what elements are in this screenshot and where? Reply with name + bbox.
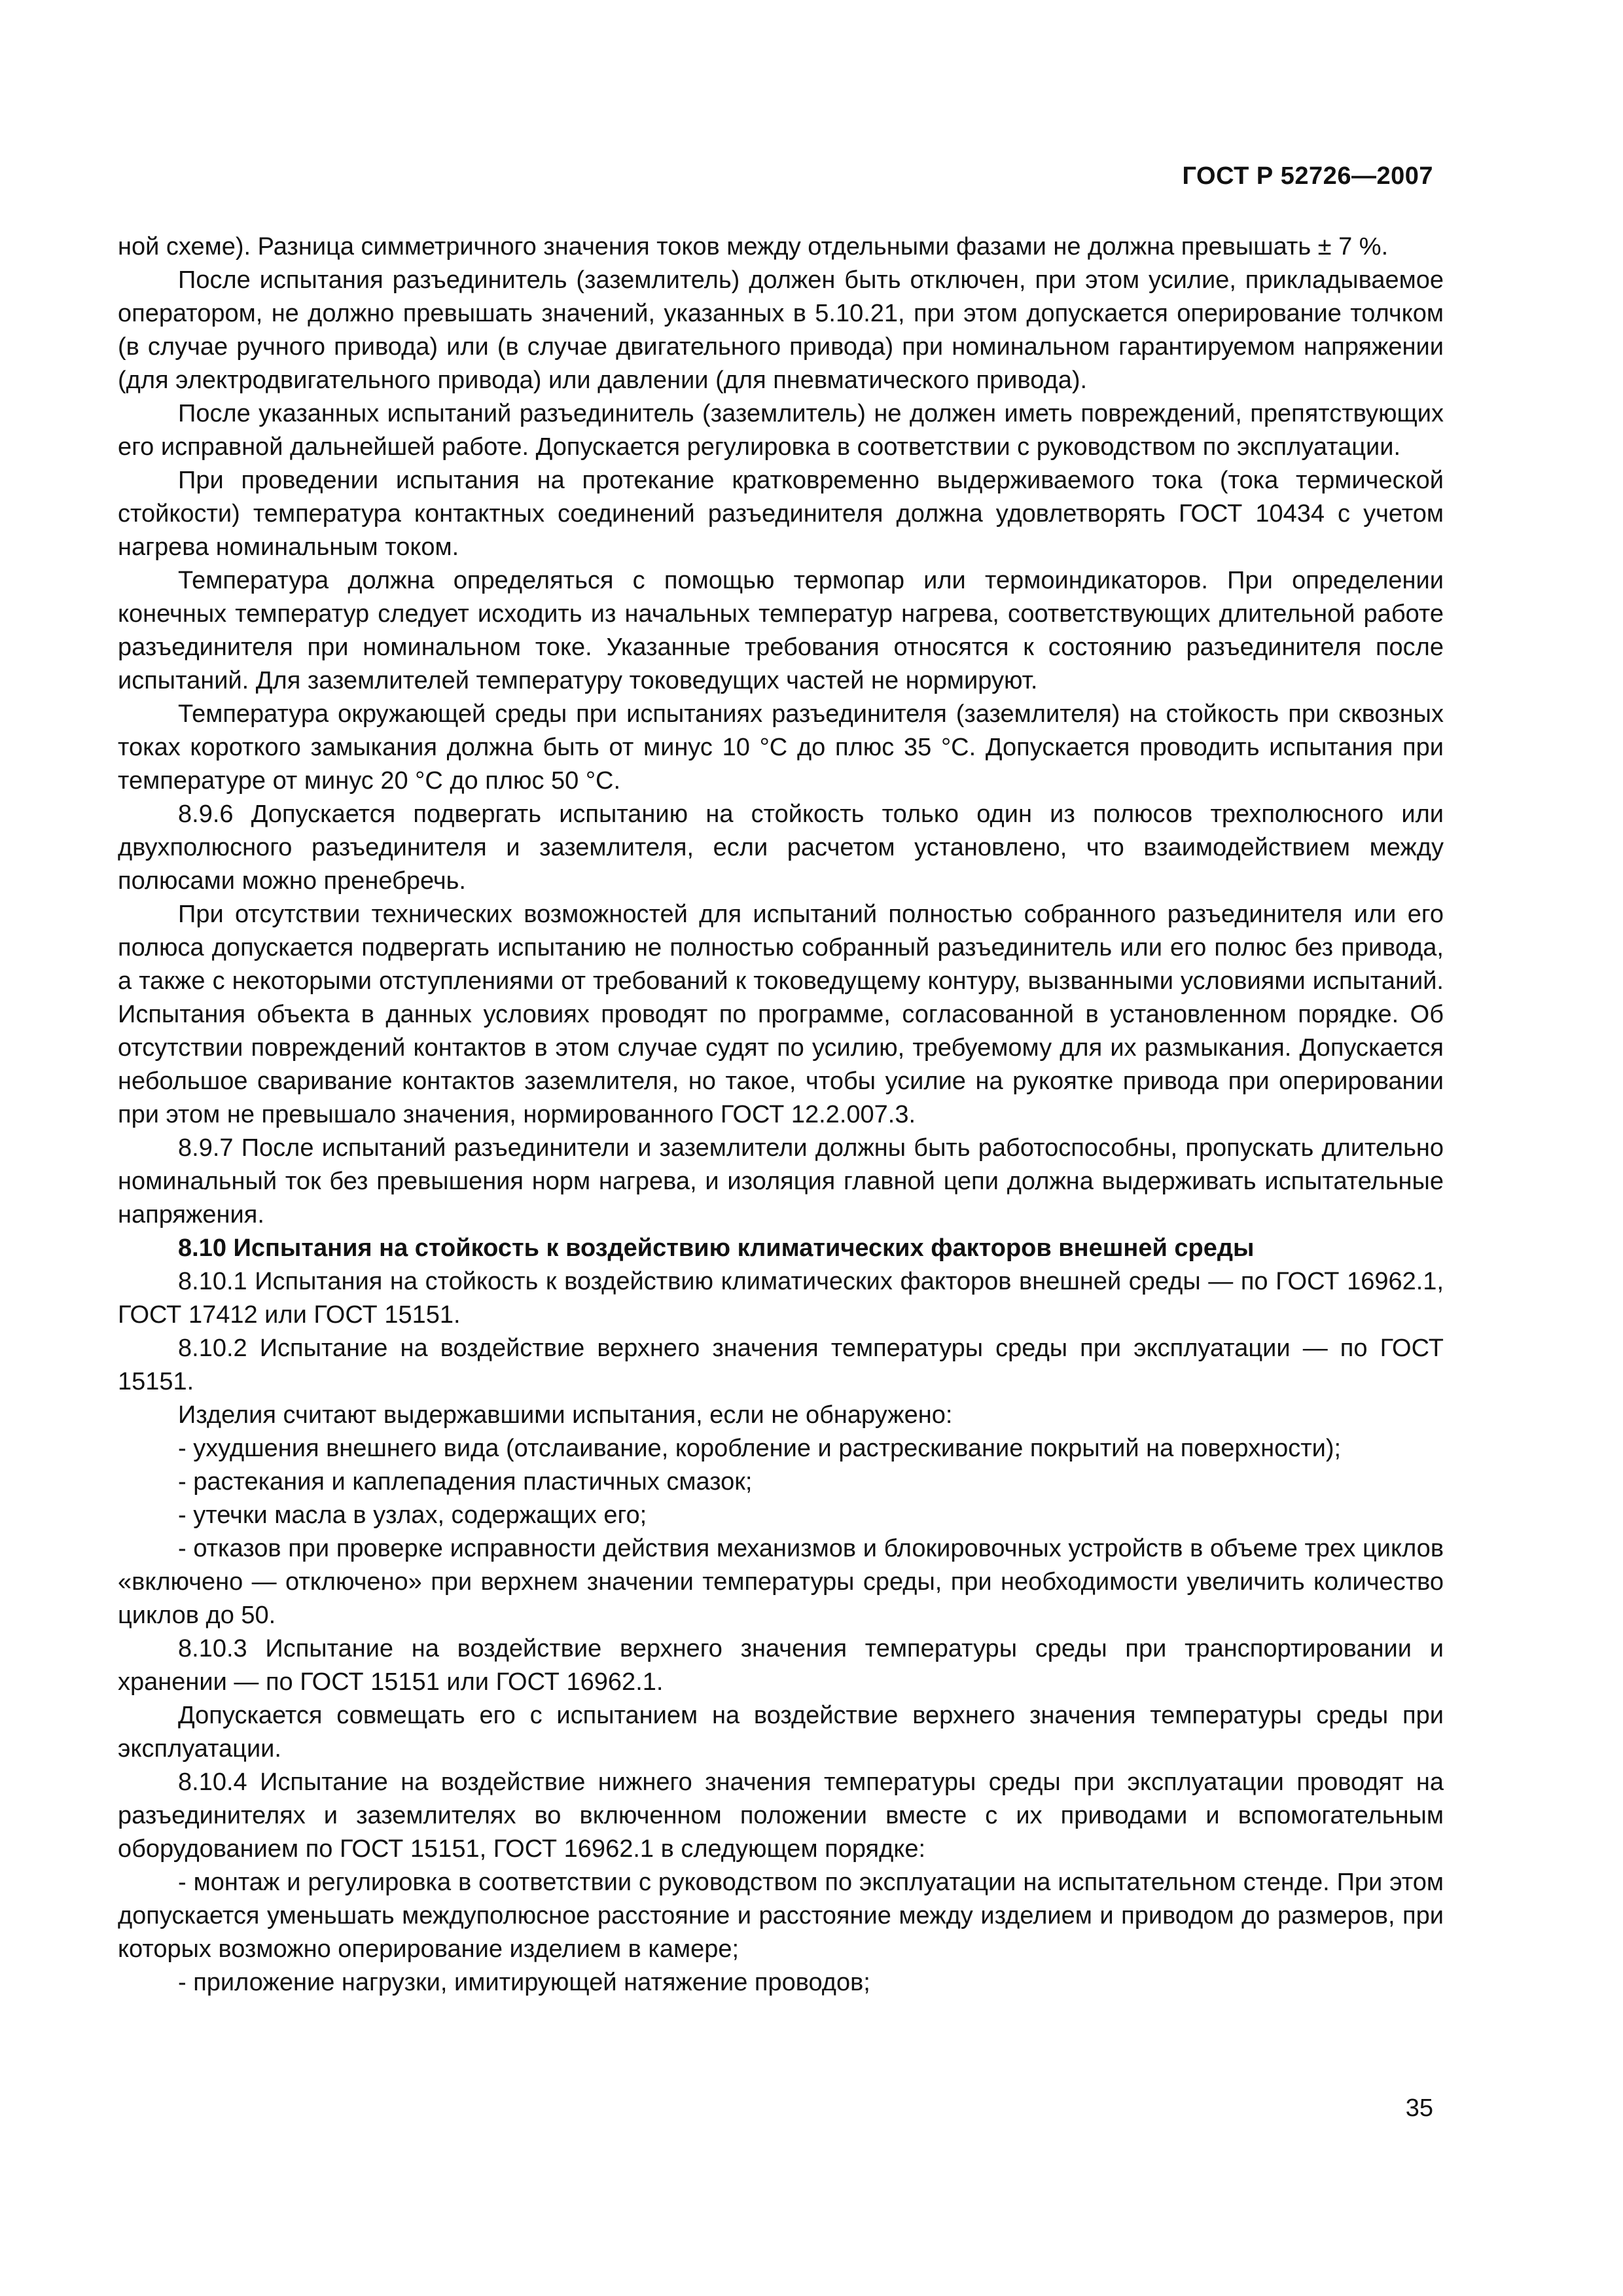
paragraph-continuation: ной схеме). Разница симметричного значения токов между отдельными фазами не должна превышать ± 7 %.	[118, 233, 1389, 260]
document-id-header: ГОСТ Р 52726—2007	[1182, 162, 1433, 190]
paragraph: Изделия считают выдержавшими испытания, если не обнаружено:	[178, 1401, 953, 1429]
clause-8-9-6: 8.9.6 Допускается подвергать испытанию на стойкость только один из полюсов трехполюсного или двухполюсного разъединителя и заземлителя, если расчетом установлено, что взаимодействием между полюсами можно пренебречь.	[118, 800, 1444, 895]
body-text	[118, 230, 1444, 2000]
paragraph: После указанных испытаний разъединитель (заземлитель) не должен иметь повреждений, препятствующих его исправной дальнейшей работе. Допускается регулировка в соответствии с руководством по эксплуатации.	[118, 400, 1444, 461]
clause-8-10-4: 8.10.4 Испытание на воздействие нижнего значения температуры среды при эксплуатации проводят на разъединителях и заземлителях во включенном положении вместе с их приводами и вспомогательным оборудованием по ГОСТ 15151, ГОСТ 16962.1 в следующем порядке:	[118, 1768, 1444, 1863]
list-item: - отказов при проверке исправности действия механизмов и блокировочных устройств в объеме трех циклов «включено — отключено» при верхнем значении температуры среды, при необходимости увеличить количество циклов до 50.	[118, 1535, 1444, 1629]
paragraph: Температура окружающей среды при испытаниях разъединителя (заземлителя) на стойкость при сквозных токах короткого замыкания должна быть от минус 10 °С до плюс 35 °С. Допускается проводить испытания при температуре от минус 20 °С до плюс 50 °С.	[118, 700, 1444, 795]
paragraph: После испытания разъединитель (заземлитель) должен быть отключен, при этом усилие, прикладываемое оператором, не должно превышать значений, указанных в 5.10.21, при этом допускается оперирование толчком (в случае ручного привода) или (в случае двигательного привода) при номинальном гарантируемом напряжении (для электродвигательного привода) или давлении (для пневматического привода).	[118, 266, 1444, 394]
list-item: - растекания и каплепадения пластичных смазок;	[178, 1468, 753, 1496]
section-heading-8-10: 8.10 Испытания на стойкость к воздействию климатических факторов внешней среды	[178, 1234, 1255, 1262]
clause-8-10-2: 8.10.2 Испытание на воздействие верхнего значения температуры среды при эксплуатации — по ГОСТ 15151.	[118, 1335, 1444, 1395]
page-number: 35	[1405, 2094, 1433, 2122]
list-item: - монтаж и регулировка в соответствии с руководством по эксплуатации на испытательном стенде. При этом допускается уменьшать междуполюсное расстояние и расстояние между изделием и приводом до размеров, при которых возможно оперирование изделием в камере;	[118, 1869, 1444, 1963]
clause-8-9-7: 8.9.7 После испытаний разъединители и заземлители должны быть работоспособны, пропускать длительно номинальный ток без превышения норм нагрева, и изоляция главной цепи должна выдерживать испытательные напряжения.	[118, 1134, 1444, 1229]
paragraph: При отсутствии технических возможностей для испытаний полностью собранного разъединителя или его полюса допускается подвергать испытанию не полностью собранный разъединитель или его полюс без привода, а также с некоторыми отступлениями от требований к токоведущему контуру, вызванными условиями испытаний. Испытания объекта в данных условиях проводят по программе, согласованной в установленном порядке. Об отсутствии повреждений контактов в этом случае судят по усилию, требуемому для их размыкания. Допускается небольшое сваривание контактов заземлителя, но такое, чтобы усилие на рукоятке привода при оперировании при этом не превышало значения, нормированного ГОСТ 12.2.007.3.	[118, 901, 1444, 1128]
clause-8-10-3: 8.10.3 Испытание на воздействие верхнего значения температуры среды при транспортировании и хранении — по ГОСТ 15151 или ГОСТ 16962.1.	[118, 1635, 1444, 1696]
paragraph: Допускается совмещать его с испытанием на воздействие верхнего значения температуры среды при эксплуатации.	[118, 1702, 1444, 1763]
paragraph: Температура должна определяться с помощью термопар или термоиндикаторов. При определении конечных температур следует исходить из начальных температур нагрева, соответствующих длительной работе разъединителя при номинальном токе. Указанные требования относятся к состоянию разъединителя после испытаний. Для заземлителей температуру токоведущих частей не нормируют.	[118, 567, 1444, 694]
list-item: - ухудшения внешнего вида (отслаивание, коробление и растрескивание покрытий на поверхности);	[178, 1435, 1342, 1462]
list-item: - утечки масла в узлах, содержащих его;	[178, 1501, 647, 1529]
clause-8-10-1: 8.10.1 Испытания на стойкость к воздействию климатических факторов внешней среды — по ГОСТ 16962.1, ГОСТ 17412 или ГОСТ 15151.	[118, 1268, 1444, 1329]
list-item: - приложение нагрузки, имитирующей натяжение проводов;	[178, 1969, 870, 1996]
paragraph: При проведении испытания на протекание кратковременно выдерживаемого тока (тока термической стойкости) температура контактных соединений разъединителя должна удовлетворять ГОСТ 10434 с учетом нагрева номинальным током.	[118, 467, 1444, 561]
